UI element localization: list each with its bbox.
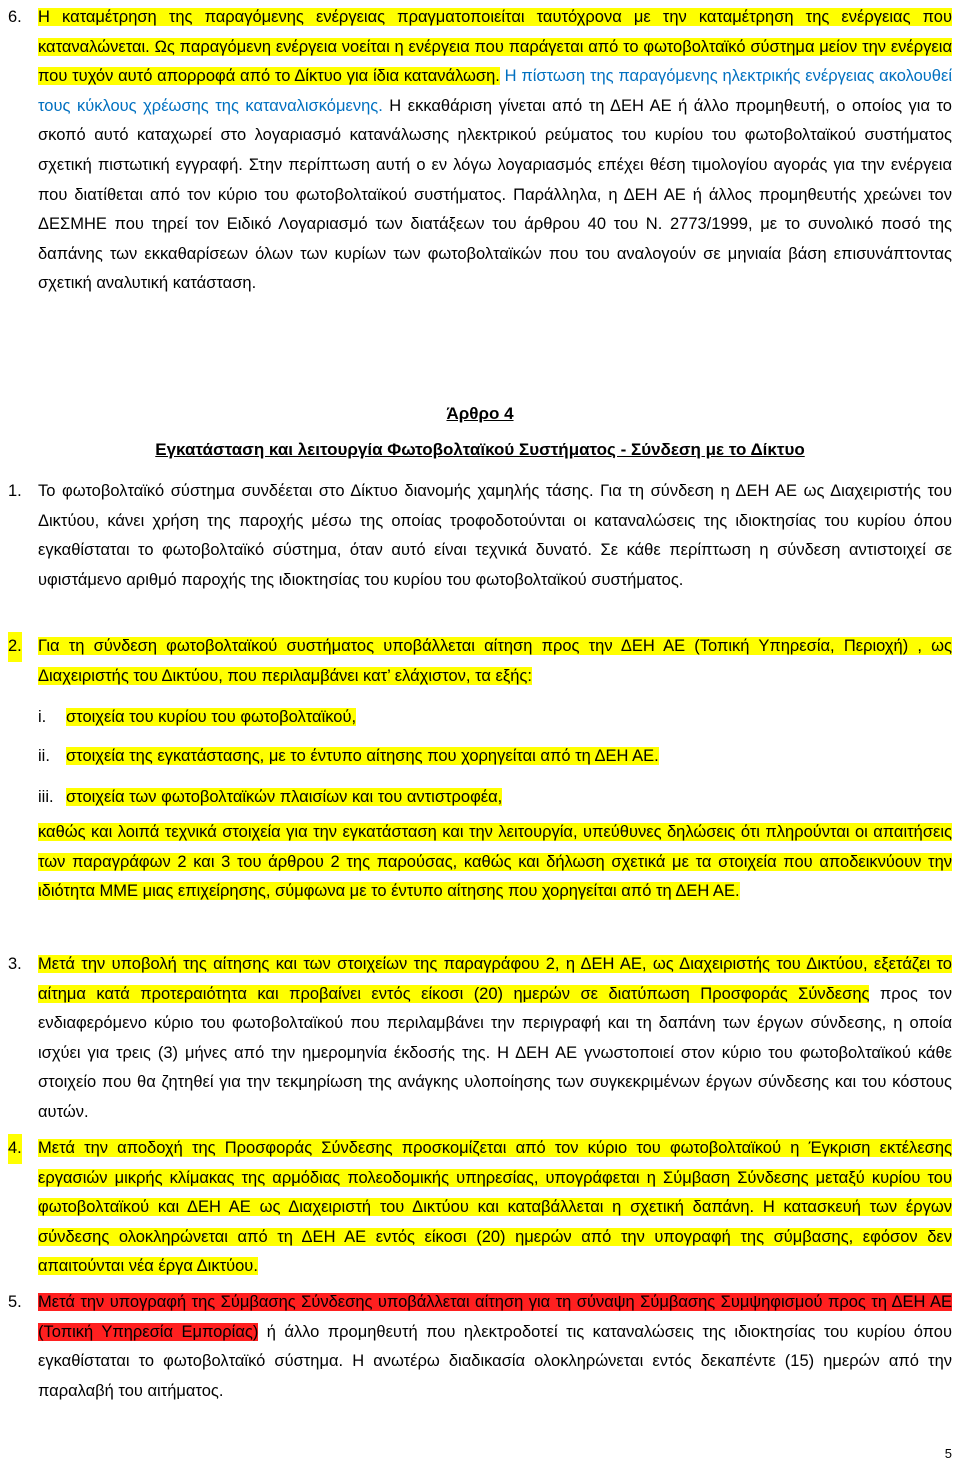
paragraph-body xyxy=(38,3,952,299)
list-item xyxy=(38,706,356,728)
paragraph-1 xyxy=(8,477,952,595)
plain-text: ή άλλο προμηθευτή που ηλεκτροδοτεί τις καταναλώσεις της ιδιοκτησίας του κυρίου όπου εγκαθίσταται το φωτοβολταϊκό σύστημα. Η ανωτέρω διαδικασία ολοκληρώνεται εντός δεκαπέντε (15) ημερών από την παραλαβή του αιτήματος. xyxy=(38,1322,952,1400)
paragraph-4 xyxy=(8,1134,952,1282)
paragraph-number: 5. xyxy=(8,1293,22,1311)
paragraph-2 xyxy=(8,632,952,691)
paragraph-body xyxy=(38,950,952,1128)
paragraph-body xyxy=(38,477,952,595)
paragraph-3 xyxy=(8,950,952,1128)
paragraph-number: 4. xyxy=(8,1134,22,1164)
list-item-text: στοιχεία της εγκατάστασης, με το έντυπο αίτησης που χορηγείται από τη ΔΕΗ ΑΕ. xyxy=(66,747,659,765)
paragraph-2-continuation xyxy=(8,818,952,907)
paragraph-5 xyxy=(8,1288,952,1406)
paragraph-number: 1. xyxy=(8,482,22,500)
highlighted-text: Για τη σύνδεση φωτοβολταϊκού συστήματος υποβάλλεται αίτηση προς την ΔΕΗ ΑΕ (Τοπική Υπηρεσία, Περιοχή) , ως Διαχειριστής του Δικτύου, που περιλαμβάνει κατ’ ελάχιστον, τα εξής: xyxy=(38,637,952,685)
highlighted-text: Η καταμέτρηση της παραγόμενης ενέργειας πραγματοποιείται ταυτόχρονα με την καταμέτρηση της ενέργειας που καταναλώνεται. Ως παραγόμενη ενέργεια νοείται η ενέργεια που παράγεται από το φωτοβολταϊκό σύστημα μείον την ενέργεια που τυχόν αυτό απορροφά από το Δίκτυο για ίδια κατανάλωση. xyxy=(38,8,952,86)
highlighted-text: καθώς και λοιπά τεχνικά στοιχεία για την εγκατάσταση και την λειτουργία, υπεύθυνες δηλώσεις ότι πληρούνται οι απαιτήσεις των παραγράφων 2 και 3 του άρθρου 2 της παρούσας, καθώς και δήλωση σχετικά με τα στοιχεία που αποδεικνύουν την ιδιότητα ΜΜΕ μιας επιχείρησης, σύμφωνα με το έντυπο αίτησης που χορηγείται από τη ΔΕΗ ΑΕ. xyxy=(38,823,952,901)
paragraph-number: 3. xyxy=(8,955,22,973)
paragraph-body xyxy=(38,1288,952,1406)
plain-text: προς τον ενδιαφερόμενο κύριο του φωτοβολταϊκού που περιλαμβάνει την περιγραφή και τη δαπάνη των έργων σύνδεσης, η οποία ισχύει για τρεις (3) μήνες από την ημερομηνία έκδοσής της. Η ΔΕΗ ΑΕ γνωστοποιεί στον κύριο του φωτοβολταϊκού κάθε στοιχείο που θα ζητηθεί για την τεκμηρίωση της ανάγκης υλοποίησης των συγκεκριμένων έργων σύνδεσης και του κόστους αυτών. xyxy=(38,984,952,1121)
paragraph-number: 6. xyxy=(8,8,22,26)
page-number: 5 xyxy=(944,1446,952,1461)
article-subtitle: Εγκατάσταση και λειτουργία Φωτοβολταϊκού Συστήματος - Σύνδεση με το Δίκτυο xyxy=(155,440,805,459)
highlighted-text: Μετά την αποδοχή της Προσφοράς Σύνδεσης προσκομίζεται από τον κύριο του φωτοβολταϊκού η Έγκριση εκτέλεσης εργασιών μικρής κλίμακας της αρμόδιας πολεοδομικής υπηρεσίας, υπογράφεται η Σύμβαση Σύνδεσης μεταξύ κυρίου του φωτοβολταϊκού και ΔΕΗ ΑΕ ως Διαχειριστή του Δικτύου και καταβάλλεται η σχετική δαπάνη. Η κατασκευή των έργων σύνδεσης ολοκληρώνεται από τη ΔΕΗ ΑΕ εντός είκοσι (20) ημερών από την υπογραφή της σύμβασης, εφόσον δεν απαιτούνται νέα έργα Δικτύου. xyxy=(38,1139,952,1276)
highlighted-text: Μετά την υποβολή της αίτησης και των στοιχείων της παραγράφου 2, η ΔΕΗ ΑΕ, ως Διαχειριστής του Δικτύου, εξετάζει το αίτημα κατά προτεραιότητα και προβαίνει εντός είκοσι (20) ημερών σε διατύπωση Προσφοράς Σύνδεσης xyxy=(38,955,952,1003)
colored-text: Η πίστωση της παραγόμενης ηλεκτρικής ενέργειας ακολουθεί τους κύκλους χρέωσης της καταναλισκόμενης. xyxy=(38,67,952,115)
red-highlighted-text: Μετά την υπογραφή της Σύμβασης Σύνδεσης υποβάλλεται αίτηση για τη σύναψη Σύμβασης Συμψηφισμού προς τη ΔΕΗ ΑΕ (Τοπική Υπηρεσία Εμπορίας) xyxy=(38,1293,952,1341)
list-item xyxy=(38,786,502,808)
paragraph-body xyxy=(38,818,952,907)
list-item-label: ii. xyxy=(38,747,50,765)
plain-text: Το φωτοβολταϊκό σύστημα συνδέεται στο Δίκτυο διανομής χαμηλής τάσης. Για τη σύνδεση η ΔΕΗ ΑΕ ως Διαχειριστής του Δικτύου, κάνει χρήση της παροχής μέσω της οποίας τροφοδοτούνται οι καταναλώσεις της ιδιοκτησίας του κυρίου όπου εγκαθίσταται το φωτοβολταϊκό σύστημα, όταν αυτό είναι τεχνικά δυνατό. Σε κάθε περίπτωση η σύνδεση αντιστοιχεί σε υφιστάμενο αριθμό παροχής της ιδιοκτησίας του κυρίου του φωτοβολταϊκού συστήματος. xyxy=(38,482,952,589)
list-item xyxy=(38,745,659,767)
paragraph-body xyxy=(38,1134,952,1282)
paragraph-body xyxy=(38,632,952,691)
list-item-text: στοιχεία των φωτοβολταϊκών πλαισίων και του αντιστροφέα, xyxy=(66,788,503,806)
list-item-label: iii. xyxy=(38,788,54,806)
list-item-label: i. xyxy=(38,708,47,726)
paragraph-number: 2. xyxy=(8,632,22,662)
plain-text: Η εκκαθάριση γίνεται από τη ΔΕΗ ΑΕ ή άλλο προμηθευτή, ο οποίος για το σκοπό αυτό καταχωρεί στο λογαριασμό κατανάλωσης ηλεκτρικού ρεύματος του κυρίου του φωτοβολταϊκού συστήματος σχετική πιστωτική εγγραφή. Στην περίπτωση αυτή ο εν λόγω λογαριασμός επέχει θέση τιμολογίου αγοράς για την ενέργεια που διατίθεται από τον κύριο του φωτοβολταϊκού συστήματος. Παράλληλα, η ΔΕΗ ΑΕ ή άλλος προμηθευτής χρεώνει τον ΔΕΣΜΗΕ που τηρεί τον Ειδικό Λογαριασμό των διατάξεων του άρθρου 40 του Ν. 2773/1999, με το συνολικό ποσό της δαπάνης των εκκαθαρίσεων όλων των κυρίων των φωτοβολταϊκών που του αναλογούν σε μηνιαία βάση επισυνάπτοντας σχετική αναλυτική κατάσταση. xyxy=(38,96,952,293)
list-item-text: στοιχεία του κυρίου του φωτοβολταϊκού, xyxy=(66,708,357,726)
paragraph-6 xyxy=(8,3,952,299)
article-title: Άρθρο 4 xyxy=(446,404,514,423)
